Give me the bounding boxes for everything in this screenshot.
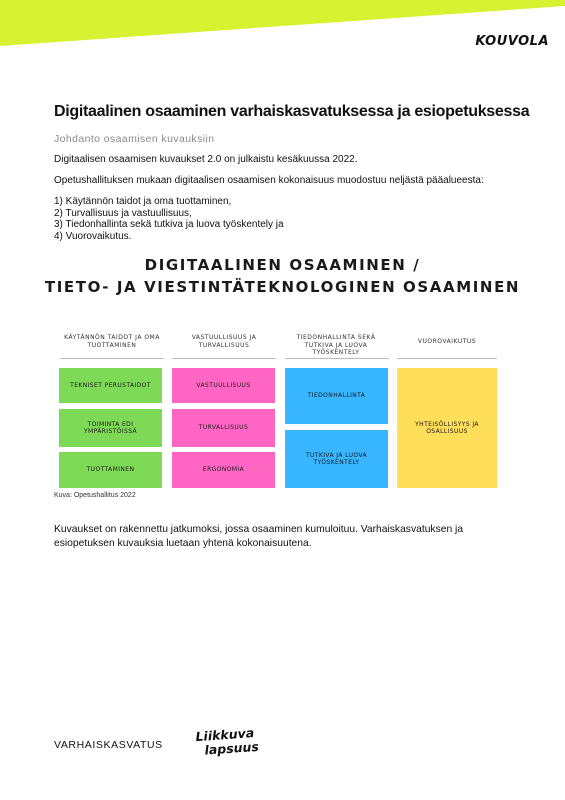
area-box-technical-skills: TEKNISET PERUSTAIDOT (59, 368, 162, 403)
area-box-safety: TURVALLISUUS (172, 409, 275, 447)
divider (172, 358, 276, 359)
page-subtitle: Johdanto osaamisen kuvauksiin (54, 133, 215, 145)
divider (285, 358, 389, 359)
column-header-information: TIEDONHALLINTA SEKÄ TUTKIVA JA LUOVA TYÖSKENTELY (296, 334, 376, 356)
liikkuva-lapsuus-logo (195, 726, 259, 758)
kouvola-logo: KOUVOLA (475, 34, 549, 49)
intro-paragraph: Digitaalisen osaamisen kuvaukset 2.0 on julkaistu kesäkuussa 2022. (54, 154, 358, 165)
divider (397, 358, 497, 359)
area-box-operating-environments: TOIMINTA EDI YMPÄRISTÖISSÄ (59, 409, 162, 447)
area-box-producing: TUOTTAMINEN (59, 452, 162, 488)
area-box-information-management: TIEDONHALLINTA (285, 368, 388, 424)
figure-title-line-2: TIETO- JA VIESTINTÄTEKNOLOGINEN OSAAMINEN (44, 278, 521, 296)
footer-varhaiskasvatus: VARHAISKASVATUS (54, 739, 163, 751)
closing-paragraph: Kuvaukset on rakennettu jatkumoksi, jossa osaaminen kumuloituu. Varhaiskasvatuksen ja esiopetuksen kuvauksia luetaan yhtenä kokonaisuutena. (54, 524, 464, 549)
figure-title-line-1: DIGITAALINEN OSAAMINEN / (144, 256, 421, 274)
logo-line: lapsuus (203, 738, 260, 758)
divider (60, 358, 164, 359)
figure-caption: Kuva: Opetushallitus 2022 (54, 492, 136, 499)
column-header-safety: VASTUULLISUUS JA TURVALLISUUS (191, 334, 257, 349)
area-box-ergonomics: ERGONOMIA (172, 452, 275, 488)
area-box-community: YHTEISÖLLISYYS JA OSALLISUUS (397, 368, 497, 488)
column-header-practical-skills: KÄYTÄNNÖN TAIDOT JA OMA TUOTTAMINEN (64, 334, 160, 349)
list-item: 1) Käytännön taidot ja oma tuottaminen, (54, 196, 232, 207)
areas-paragraph: Opetushallituksen mukaan digitaalisen osaamisen kokonaisuus muodostuu neljästä pääalueesta: (54, 175, 484, 186)
areas-list (54, 196, 284, 242)
page-title: Digitaalinen osaaminen varhaiskasvatuksessa ja esiopetuksessa (54, 103, 530, 120)
list-item: 3) Tiedonhallinta sekä tutkiva ja luova työskentely ja (54, 219, 284, 230)
area-box-responsibility: VASTUULLISUUS (172, 368, 275, 403)
logo-line: Liikkuva (195, 725, 255, 745)
list-item: 2) Turvallisuus ja vastuullisuus, (54, 207, 192, 219)
list-item: 4) Vuorovaikutus. (54, 230, 132, 242)
area-box-exploratory-work: TUTKIVA JA LUOVA TYÖSKENTELY (285, 430, 388, 488)
column-header-interaction: VUOROVAIKUTUS (417, 338, 477, 345)
